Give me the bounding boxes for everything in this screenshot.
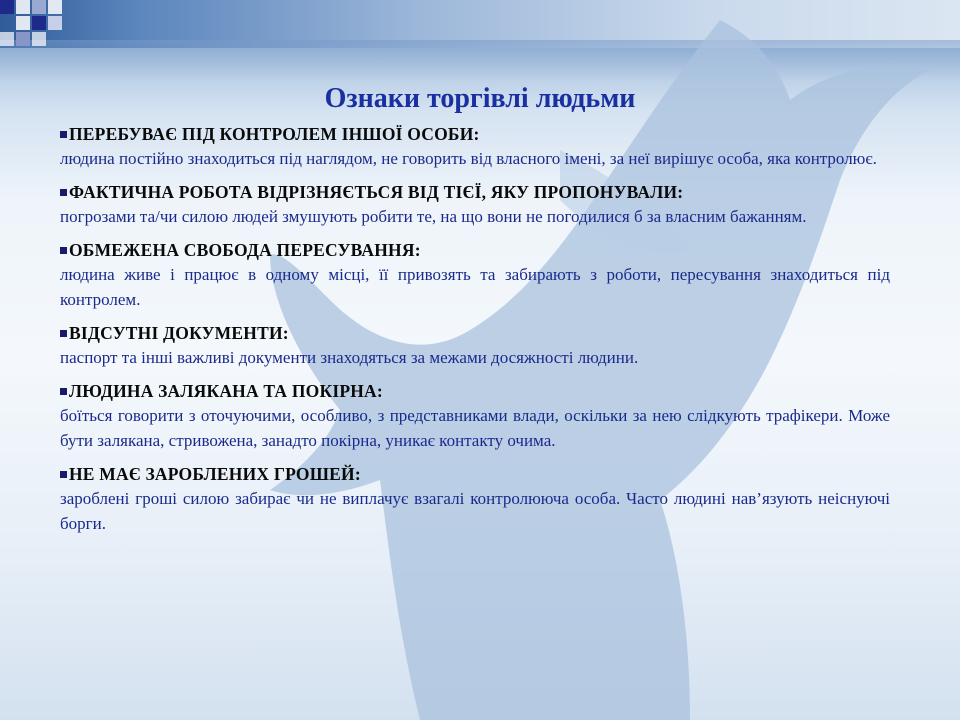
section-body: боїться говорити з оточуючими, особливо, з представниками влади, оскільки за нею слідкують трафікери. Може бути залякана, стривожена, занадто покірна, уникає контакту очима. xyxy=(60,406,890,450)
section-heading xyxy=(60,462,890,486)
sign-section xyxy=(60,180,890,229)
section-heading xyxy=(60,379,890,403)
section-body: людина постійно знаходиться під наглядом, не говорить від власного імені, за неї вирішує особа, яка контролює. xyxy=(60,149,877,168)
square-grid-logo-icon xyxy=(0,0,80,56)
bullet-icon xyxy=(60,131,67,138)
sign-section xyxy=(60,238,890,312)
bullet-icon xyxy=(60,330,67,337)
slide-title: Ознаки торгівлі людьми xyxy=(324,83,636,114)
section-body: паспорт та інші важливі документи знаходяться за межами досяжності людини. xyxy=(60,348,639,367)
section-body: погрозами та/чи силою людей змушують робити те, на що вони не погодилися б за власним бажанням. xyxy=(60,207,807,226)
section-heading-text: ЛЮДИНА ЗАЛЯКАНА ТА ПОКІРНА: xyxy=(69,381,383,401)
section-heading-text: НЕ МАЄ ЗАРОБЛЕНИХ ГРОШЕЙ: xyxy=(69,464,361,484)
section-heading xyxy=(60,238,890,262)
section-heading xyxy=(60,180,890,204)
sign-section xyxy=(60,122,890,171)
section-heading-text: ПЕРЕБУВАЄ ПІД КОНТРОЛЕМ ІНШОЇ ОСОБИ: xyxy=(69,124,480,144)
bullet-icon xyxy=(60,189,67,196)
sign-section xyxy=(60,379,890,453)
section-heading xyxy=(60,321,890,345)
bullet-icon xyxy=(60,471,67,478)
section-body: людина живе і працює в одному місці, її привозять та забирають з роботи, пересування знаходиться під контролем. xyxy=(60,265,890,309)
sign-section xyxy=(60,321,890,370)
section-heading-text: ВІДСУТНІ ДОКУМЕНТИ: xyxy=(69,323,289,343)
section-body: зароблені гроші силою забирає чи не виплачує взагалі контролююча особа. Часто людині нав’язують неіснуючі борги. xyxy=(60,489,890,533)
bullet-icon xyxy=(60,247,67,254)
bullet-icon xyxy=(60,388,67,395)
section-heading xyxy=(60,122,890,146)
section-heading-text: ОБМЕЖЕНА СВОБОДА ПЕРЕСУВАННЯ: xyxy=(69,240,421,260)
slide-content xyxy=(60,122,890,545)
sign-section xyxy=(60,462,890,536)
section-heading-text: ФАКТИЧНА РОБОТА ВІДРІЗНЯЄТЬСЯ ВІД ТІЄЇ, ЯКУ ПРОПОНУВАЛИ: xyxy=(69,182,684,202)
